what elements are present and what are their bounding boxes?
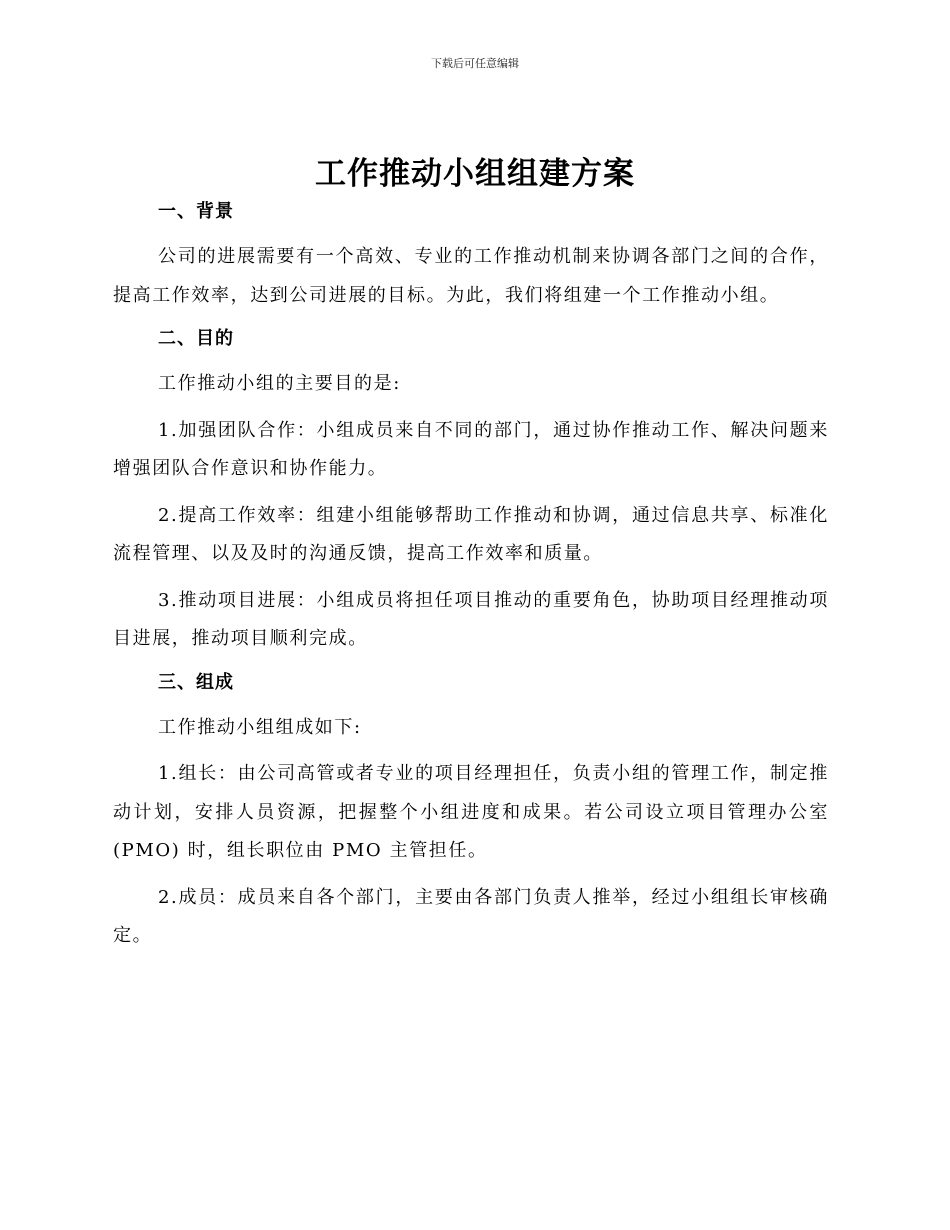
background-paragraph: 公司的进展需要有一个高效、专业的工作推动机制来协调各部门之间的合作，提高工作效率，达到公司进展的目标。为此，我们将组建一个工作推动小组。 — [113, 246, 829, 306]
composition-item-1: 1.组长：由公司高管或者专业的项目经理担任，负责小组的管理工作，制定推动计划，安排人员资源，把握整个小组进度和成果。若公司设立项目管理办公室(PMO) 时，组长职位由 PMO 主管担任。 — [113, 763, 829, 861]
document-body — [113, 196, 829, 964]
purpose-intro-paragraph: 工作推动小组的主要目的是: — [158, 373, 401, 394]
purpose-item-1: 1.加强团队合作：小组成员来自不同的部门，通过协作推动工作、解决问题来增强团队合作意识和协作能力。 — [113, 419, 829, 479]
page-header-note: 下载后可任意编辑 — [431, 57, 519, 70]
purpose-item-2: 2.提高工作效率：组建小组能够帮助工作推动和协调，通过信息共享、标准化流程管理、以及及时的沟通反馈，提高工作效率和质量。 — [113, 504, 829, 564]
document-title: 工作推动小组组建方案 — [315, 156, 635, 192]
composition-item-2: 2.成员：成员来自各个部门，主要由各部门负责人推举，经过小组组长审核确定。 — [113, 886, 829, 946]
section-heading-purpose: 二、目的 — [158, 328, 234, 349]
section-heading-background: 一、背景 — [158, 201, 234, 222]
composition-intro-paragraph: 工作推动小组组成如下: — [158, 716, 362, 738]
purpose-item-3: 3.推动项目进展：小组成员将担任项目推动的重要角色，协助项目经理推动项目进展，推动项目顺利完成。 — [113, 589, 829, 649]
section-heading-composition: 三、组成 — [158, 671, 234, 693]
